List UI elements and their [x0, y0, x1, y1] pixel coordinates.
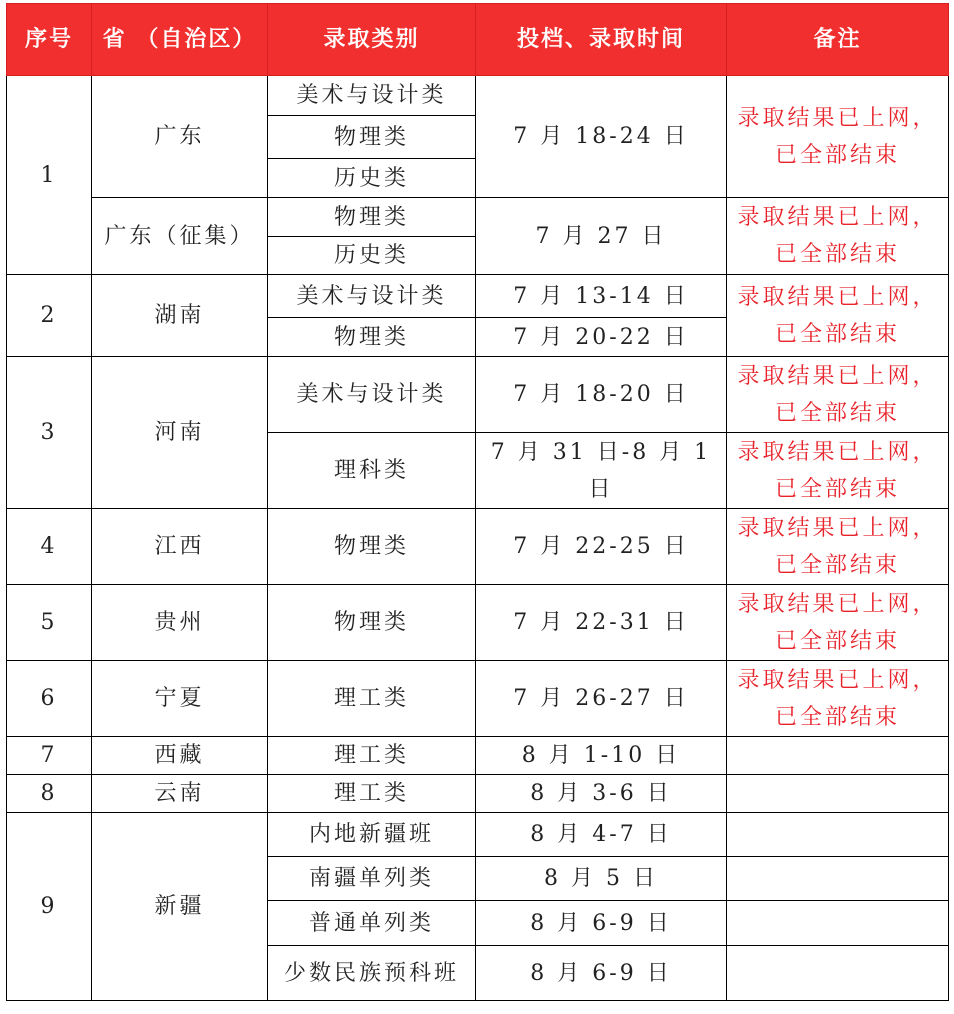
table-row: [7, 775, 949, 813]
row-category: 理工类: [268, 775, 476, 813]
row-no: 6: [7, 661, 92, 737]
row-remark: [727, 433, 949, 509]
row-remark: [727, 857, 949, 901]
row-province: 贵州: [92, 585, 268, 661]
row-time: 7 月 13-14 日: [476, 275, 727, 318]
row-category: 物理类: [268, 318, 476, 357]
remark-line-1: 录取结果已上网，: [737, 284, 938, 310]
row-category: 历史类: [268, 237, 476, 275]
row-category: 理工类: [268, 661, 476, 737]
remark-line-2: 已全部结束: [774, 628, 900, 654]
remark-line-2: 已全部结束: [774, 142, 900, 168]
row-no: 5: [7, 585, 92, 661]
row-time: 7 月 22-31 日: [476, 585, 727, 661]
table-row: [7, 661, 949, 737]
table-row: [7, 737, 949, 775]
row-remark: [727, 775, 949, 813]
row-province: 西藏: [92, 737, 268, 775]
row-category: 美术与设计类: [268, 76, 476, 116]
row-time: 7 月 20-22 日: [476, 318, 727, 357]
row-remark: [727, 737, 949, 775]
row-remark: [727, 585, 949, 661]
row-time: 8 月 5 日: [476, 857, 727, 901]
row-province: 河南: [92, 357, 268, 509]
row-no: 3: [7, 357, 92, 509]
row-remark: [727, 813, 949, 857]
remark-line-2: 已全部结束: [774, 476, 900, 502]
row-category: 物理类: [268, 198, 476, 237]
header-time: 投档、录取时间: [476, 4, 727, 76]
row-no: 8: [7, 775, 92, 813]
row-remark: [727, 901, 949, 946]
row-category: 物理类: [268, 116, 476, 159]
row-category: 少数民族预科班: [268, 946, 476, 1001]
row-category: 普通单列类: [268, 901, 476, 946]
row-remark: [727, 509, 949, 585]
remark-line-2: 已全部结束: [774, 400, 900, 426]
table-row: [7, 76, 949, 116]
row-province: 湖南: [92, 275, 268, 357]
table-row: [7, 275, 949, 318]
row-remark: [727, 198, 949, 275]
row-no: 4: [7, 509, 92, 585]
row-time: 8 月 3-6 日: [476, 775, 727, 813]
row-time: 7 月 27 日: [476, 198, 727, 275]
remark-line-1: 录取结果已上网，: [737, 515, 938, 541]
remark-line-1: 录取结果已上网，: [737, 591, 938, 617]
row-province: 广东（征集）: [92, 198, 268, 275]
row-province: 广东: [92, 76, 268, 198]
row-no: 1: [7, 76, 92, 275]
row-category: 南疆单列类: [268, 857, 476, 901]
header-remark: 备注: [727, 4, 949, 76]
remark-line-1: 录取结果已上网，: [737, 363, 938, 389]
row-no: 9: [7, 813, 92, 1001]
row-no: 2: [7, 275, 92, 357]
row-time: 7 月 22-25 日: [476, 509, 727, 585]
row-time: 7 月 26-27 日: [476, 661, 727, 737]
table-row: [7, 813, 949, 857]
row-time: 8 月 4-7 日: [476, 813, 727, 857]
remark-line-2: 已全部结束: [774, 704, 900, 730]
admission-schedule-table: [6, 3, 949, 1001]
row-category: 美术与设计类: [268, 275, 476, 318]
row-category: 物理类: [268, 585, 476, 661]
remark-line-2: 已全部结束: [774, 242, 900, 267]
table-row: [7, 198, 949, 237]
row-category: 历史类: [268, 159, 476, 198]
row-time: 8 月 6-9 日: [476, 901, 727, 946]
row-province: 云南: [92, 775, 268, 813]
header-category: 录取类别: [268, 4, 476, 76]
row-remark: [727, 76, 949, 198]
row-time: 7 月 18-24 日: [476, 76, 727, 198]
row-category: 物理类: [268, 509, 476, 585]
row-time: 7 月 18-20 日: [476, 357, 727, 433]
table-row: [7, 585, 949, 661]
row-no: 7: [7, 737, 92, 775]
row-remark: [727, 946, 949, 1001]
remark-line-1: 录取结果已上网，: [737, 439, 938, 465]
row-province: 江西: [92, 509, 268, 585]
table-header-row: [7, 4, 949, 76]
row-category: 理工类: [268, 737, 476, 775]
table-row: [7, 357, 949, 433]
row-category: 理科类: [268, 433, 476, 509]
remark-line-2: 已全部结束: [774, 552, 900, 578]
row-province: 新疆: [92, 813, 268, 1001]
remark-line-1: 录取结果已上网，: [737, 205, 938, 230]
row-category: 美术与设计类: [268, 357, 476, 433]
table-row: [7, 509, 949, 585]
remark-line-2: 已全部结束: [774, 321, 900, 347]
remark-line-1: 录取结果已上网，: [737, 667, 938, 693]
remark-line-1: 录取结果已上网，: [737, 105, 938, 131]
row-remark: [727, 661, 949, 737]
row-time: 7 月 31 日-8 月 1 日: [476, 433, 727, 509]
row-time: 8 月 6-9 日: [476, 946, 727, 1001]
row-time: 8 月 1-10 日: [476, 737, 727, 775]
row-province: 宁夏: [92, 661, 268, 737]
row-remark: [727, 357, 949, 433]
header-province: 省 （自治区）: [92, 4, 268, 76]
row-remark: [727, 275, 949, 357]
row-category: 内地新疆班: [268, 813, 476, 857]
header-no: 序号: [7, 4, 92, 76]
